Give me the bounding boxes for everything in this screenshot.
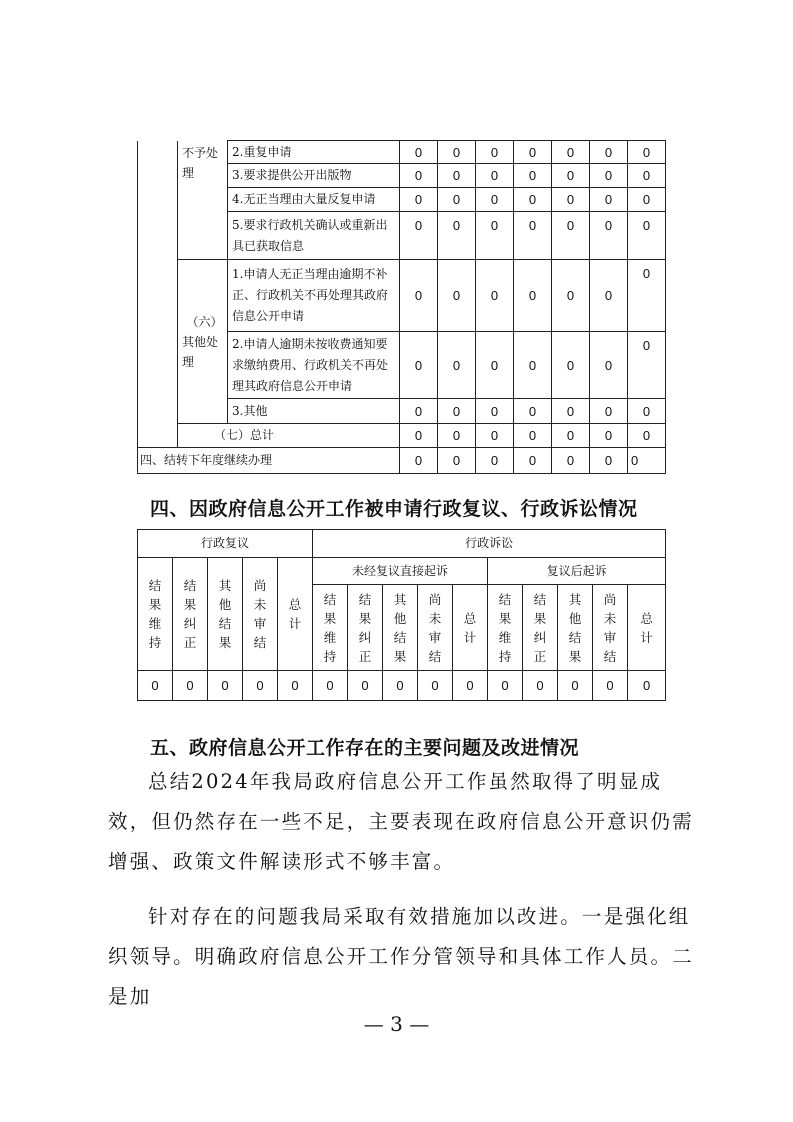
cell-value: 0 [514,424,552,448]
cell-value: 0 [590,424,628,448]
cell-value: 0 [208,671,243,701]
row-label: 1.申请人无正当理由逾期不补正、行政机关不再处理其政府信息公开申请 [228,260,400,332]
cell-value: 0 [400,399,438,424]
review-header: 行政复议 [138,530,313,558]
col-header: 结 果 维 持 [488,585,523,671]
cell-value: 0 [476,399,514,424]
col-header: 结 果 纠 正 [173,558,208,671]
cell-value: 0 [438,448,476,474]
row-label: 4.无正当理由大量反复申请 [228,188,400,212]
cell-value: 0 [514,448,552,474]
cell-value: 0 [438,141,476,164]
cell-value: 0 [400,260,438,332]
col-header: 总 计 [453,585,488,671]
cell-value: 0 [400,212,438,260]
paragraph-1 [108,762,694,882]
cell-value: 0 [438,188,476,212]
cell-value: 0 [438,424,476,448]
cell-value: 0 [383,671,418,701]
cell-value: 0 [552,212,590,260]
cell-value: 0 [590,448,628,474]
cell-value: 0 [476,188,514,212]
cell-value: 0 [514,260,552,332]
section6-num: （六） [186,314,223,329]
carryover-label: 四、结转下年度继续办理 [138,448,400,474]
paragraph-1-text: 总结2024年我局政府信息公开工作虽然取得了明显成效，但仍然存在一些不足，主要表现在政府信息公开意识仍需增强、政策文件解读形式不够丰富。 [108,770,694,873]
section6-label [178,260,228,424]
cell-value: 0 [628,212,666,260]
section4-title: 四、因政府信息公开工作被申请行政复议、行政诉讼情况 [150,498,638,520]
cell-value: 0 [173,671,208,701]
cell-value: 0 [476,424,514,448]
cell-value: 0 [488,671,523,701]
cell-value: 0 [348,671,383,701]
row-label: 2.重复申请 [228,141,400,164]
col-header: 结 果 维 持 [138,558,173,671]
cell-value: 0 [552,424,590,448]
cell-value: 0 [438,399,476,424]
col-header: 尚 未 审 结 [593,585,628,671]
cell-value: 0 [628,671,666,701]
col-header: 其 他 结 果 [208,558,243,671]
section6-text: 其他处理 [182,334,219,369]
cell-value: 0 [418,671,453,701]
cell-value: 0 [552,332,590,399]
cell-value: 0 [476,332,514,399]
cell-value: 0 [593,671,628,701]
cell-value: 0 [590,141,628,164]
col-header: 结 果 维 持 [313,585,348,671]
cell-value: 0 [313,671,348,701]
cell-value: 0 [400,141,438,164]
direct-header: 未经复议直接起诉 [313,558,488,585]
cell-value: 0 [453,671,488,701]
col-header: 结 果 纠 正 [523,585,558,671]
cell-value: 0 [514,212,552,260]
cell-value: 0 [590,212,628,260]
cell-value: 0 [558,671,593,701]
disclosure-stats-table [137,140,666,474]
row-label: 2.申请人逾期未按收费通知要求缴纳费用、行政机关不再处理其政府信息公开申请 [228,332,400,399]
cell-value: 0 [628,448,666,474]
cell-value: 0 [514,332,552,399]
cell-value: 0 [590,260,628,332]
cell-value: 0 [514,188,552,212]
cell-value: 0 [628,332,666,399]
cell-value: 0 [476,164,514,188]
row-label: 3.要求提供公开出版物 [228,164,400,188]
cell-value: 0 [552,260,590,332]
col-header: 尚 未 审 结 [418,585,453,671]
col-header: 总 计 [278,558,313,671]
cell-value: 0 [438,164,476,188]
paragraph-2 [108,897,694,1017]
cell-value: 0 [590,164,628,188]
cell-value: 0 [438,332,476,399]
cell-value: 0 [514,399,552,424]
cell-value: 0 [628,188,666,212]
col-header: 其 他 结 果 [383,585,418,671]
cell-value: 0 [438,212,476,260]
cell-value: 0 [552,164,590,188]
cell-value: 0 [514,164,552,188]
cell-value: 0 [476,260,514,332]
cell-value: 0 [552,448,590,474]
cell-value: 0 [278,671,313,701]
row-label: 3.其他 [228,399,400,424]
cell-value: 0 [138,671,173,701]
cell-value: 0 [590,332,628,399]
col-header: 尚 未 审 结 [243,558,278,671]
section5-title: 五、政府信息公开工作存在的主要问题及改进情况 [150,737,580,759]
cell-value: 0 [438,260,476,332]
col-header: 结 果 纠 正 [348,585,383,671]
after-review-header: 复议后起诉 [488,558,666,585]
outer-category-cell [138,141,178,448]
cell-value: 0 [628,260,666,332]
col-header: 总 计 [628,585,666,671]
cell-value: 0 [628,164,666,188]
page-number: — 3 — [363,1012,430,1036]
review-litigation-table [137,529,666,701]
cell-value: 0 [476,141,514,164]
cell-value: 0 [400,332,438,399]
paragraph-2-text: 针对存在的问题我局采取有效措施加以改进。一是强化组织领导。明确政府信息公开工作分管领导和具体工作人员。二是加 [108,905,694,1008]
section5-label: 不予处理 [178,141,228,260]
cell-value: 0 [590,188,628,212]
cell-value: 0 [552,399,590,424]
cell-value: 0 [628,399,666,424]
cell-value: 0 [552,188,590,212]
cell-value: 0 [523,671,558,701]
cell-value: 0 [590,399,628,424]
cell-value: 0 [628,424,666,448]
total-label: （七）总计 [178,424,400,448]
cell-value: 0 [400,424,438,448]
cell-value: 0 [400,164,438,188]
cell-value: 0 [400,188,438,212]
litigation-header: 行政诉讼 [313,530,666,558]
cell-value: 0 [476,212,514,260]
cell-value: 0 [243,671,278,701]
cell-value: 0 [400,448,438,474]
col-header: 其 他 结 果 [558,585,593,671]
cell-value: 0 [514,141,552,164]
cell-value: 0 [552,141,590,164]
cell-value: 0 [476,448,514,474]
cell-value: 0 [628,141,666,164]
row-label: 5.要求行政机关确认或重新出具已获取信息 [228,212,400,260]
